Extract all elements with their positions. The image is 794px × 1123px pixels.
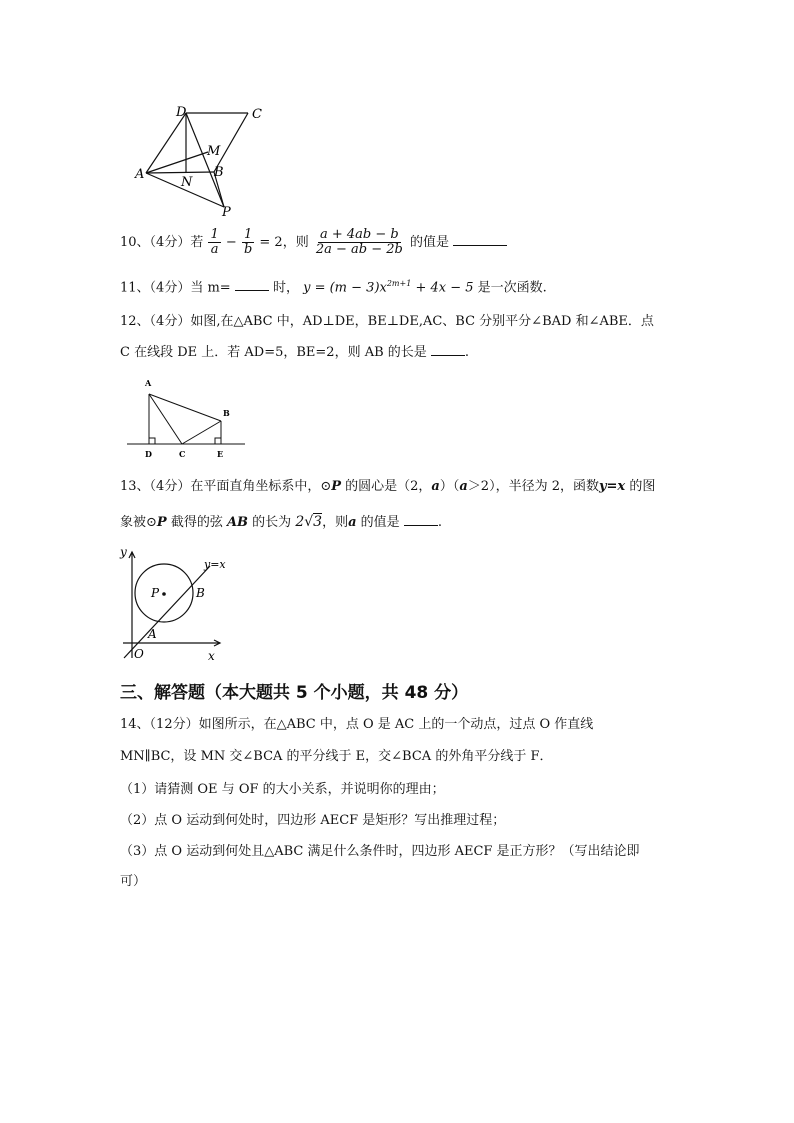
q13-sqrt: 2√3 [295, 514, 323, 530]
q13-l1-b: 的圆心是（2， [341, 479, 432, 494]
q10-frac2-num: 1 [243, 227, 253, 242]
q13-l2-a: 象被⊙ [120, 515, 157, 530]
question-11 [120, 275, 547, 297]
question-12-line2 [120, 343, 469, 362]
fig9-label-c: C [252, 107, 262, 122]
q11-formula-sup: 2m+1 [386, 279, 412, 288]
q13-l2-e: 的值是 [356, 515, 400, 530]
fig13-label-yx: y=x [204, 558, 226, 571]
question-14-line1: 14、（12分）如图所示，在△ABC 中，点 O 是 AC 上的一个动点，过点 O 作直线 [120, 717, 594, 732]
q10-frac1-num: 1 [210, 227, 219, 242]
q10-fraction-1 [208, 228, 220, 257]
fig12-label-d: D [145, 449, 152, 459]
section-3-heading: 三、解答题（本大题共 5 个小题，共 48 分） [120, 683, 469, 703]
q13-sqrt-rad: 3 [313, 514, 323, 530]
q11-prefix: 11、（4分）当 m= [120, 280, 231, 296]
q12-line2-text: C 在线段 DE 上．若 AD=5，BE=2，则 AB 的长是 [120, 345, 427, 360]
q10-frac1-den: a [210, 242, 219, 257]
q13-l1-c: ）（ [439, 479, 460, 494]
fig13-label-a: A [148, 627, 157, 641]
fig9-label-p: P [222, 205, 231, 220]
question-13-line2 [120, 513, 442, 532]
q10-eq-tail: = 2，则 [259, 235, 309, 250]
question-14-sub3-line2: 可） [120, 874, 147, 889]
q13-l1-e: 的图 [625, 479, 656, 494]
figure-q12 [125, 375, 250, 463]
question-14-line2: MN∥BC，设 MN 交∠BCA 的平分线于 E，交∠BCA 的外角平分线于 F． [120, 749, 553, 764]
q13-sqrt-coef: 2 [295, 514, 305, 530]
q10-frac2-den: b [243, 242, 253, 257]
fig9-label-d: D [176, 105, 187, 120]
q13-yx: y=x [598, 479, 626, 494]
q13-l2-f: . [437, 515, 442, 530]
q11-suffix: 是一次函数. [477, 280, 547, 296]
figure-q9 [130, 100, 270, 220]
q10-prefix: 10、（4分）若 [120, 235, 204, 250]
fig12-label-e: E [217, 449, 224, 459]
q13-a-1: a [431, 479, 440, 494]
fig13-label-y: y [120, 545, 127, 559]
q12-answer-blank[interactable] [431, 343, 465, 356]
q13-ab: AB [226, 515, 249, 530]
fig9-label-n: N [181, 175, 193, 190]
fig12-label-a: A [145, 378, 152, 388]
q13-a-2: a [459, 479, 468, 494]
q13-answer-blank[interactable] [404, 513, 438, 526]
fig9-label-m: M [207, 144, 221, 159]
q13-l2-c: 的长为 [248, 515, 292, 530]
q13-l1-a: 13、（4分）在平面直角坐标系中，⊙ [120, 479, 332, 494]
q10-suffix: 的值是 [410, 235, 450, 250]
q13-l1-d: ＞2），半径为 2，函数 [467, 479, 599, 494]
q13-l2-d: ，则 [322, 515, 349, 530]
question-10: 10、（4分）若 $\frac{1}{a}$ − $\frac{1}{b}$ = 2，则 $\frac{a + 4ab - b}{2a - ab - 2b}$ 的值是 [120, 228, 507, 257]
figure-q13 [118, 542, 230, 664]
question-14-sub2: （2）点 O 运动到何处时，四边形 AECF 是矩形？写出推理过程； [120, 813, 506, 828]
question-13-line1 [120, 478, 655, 496]
fig13-label-p: P [151, 586, 160, 600]
q11-formula-b: + 4x − 5 [411, 280, 474, 296]
q10-fraction-3 [314, 228, 405, 257]
fig9-label-b: B [214, 165, 224, 180]
fig13-label-x: x [208, 649, 215, 663]
q13-p-1: P [331, 479, 341, 494]
q13-a-3: a [348, 515, 357, 530]
fig12-label-c: C [179, 449, 186, 459]
fig12-label-b: B [223, 408, 230, 418]
fig9-label-a: A [135, 167, 145, 182]
q11-formula-a: y = (m − 3)x [303, 280, 387, 296]
q10-answer-blank[interactable] [453, 233, 507, 246]
q10-frac3-den: 2a − ab − 2b [315, 242, 403, 257]
q10-frac3-num: a + 4ab − b [319, 227, 399, 242]
fig13-label-b: B [196, 586, 205, 600]
q10-fraction-2 [242, 228, 254, 257]
q13-l2-b: 截得的弦 [166, 515, 227, 530]
question-14-sub1: （1）请猜测 OE 与 OF 的大小关系，并说明你的理由； [120, 782, 445, 797]
q13-p-2: P [156, 515, 167, 530]
q12-line2-end: . [464, 345, 470, 360]
fig13-label-o: O [134, 647, 144, 661]
q11-answer-blank[interactable] [235, 278, 269, 291]
q11-mid: 时， [272, 280, 299, 296]
question-12-line1: 12、（4分）如图,在△ABC 中，AD⊥DE，BE⊥DE,AC、BC 分别平分∠BAD 和∠ABE．点 [120, 314, 654, 329]
question-14-sub3-line1: （3）点 O 运动到何处且△ABC 满足什么条件时，四边形 AECF 是正方形？（写出结论即 [120, 844, 640, 859]
